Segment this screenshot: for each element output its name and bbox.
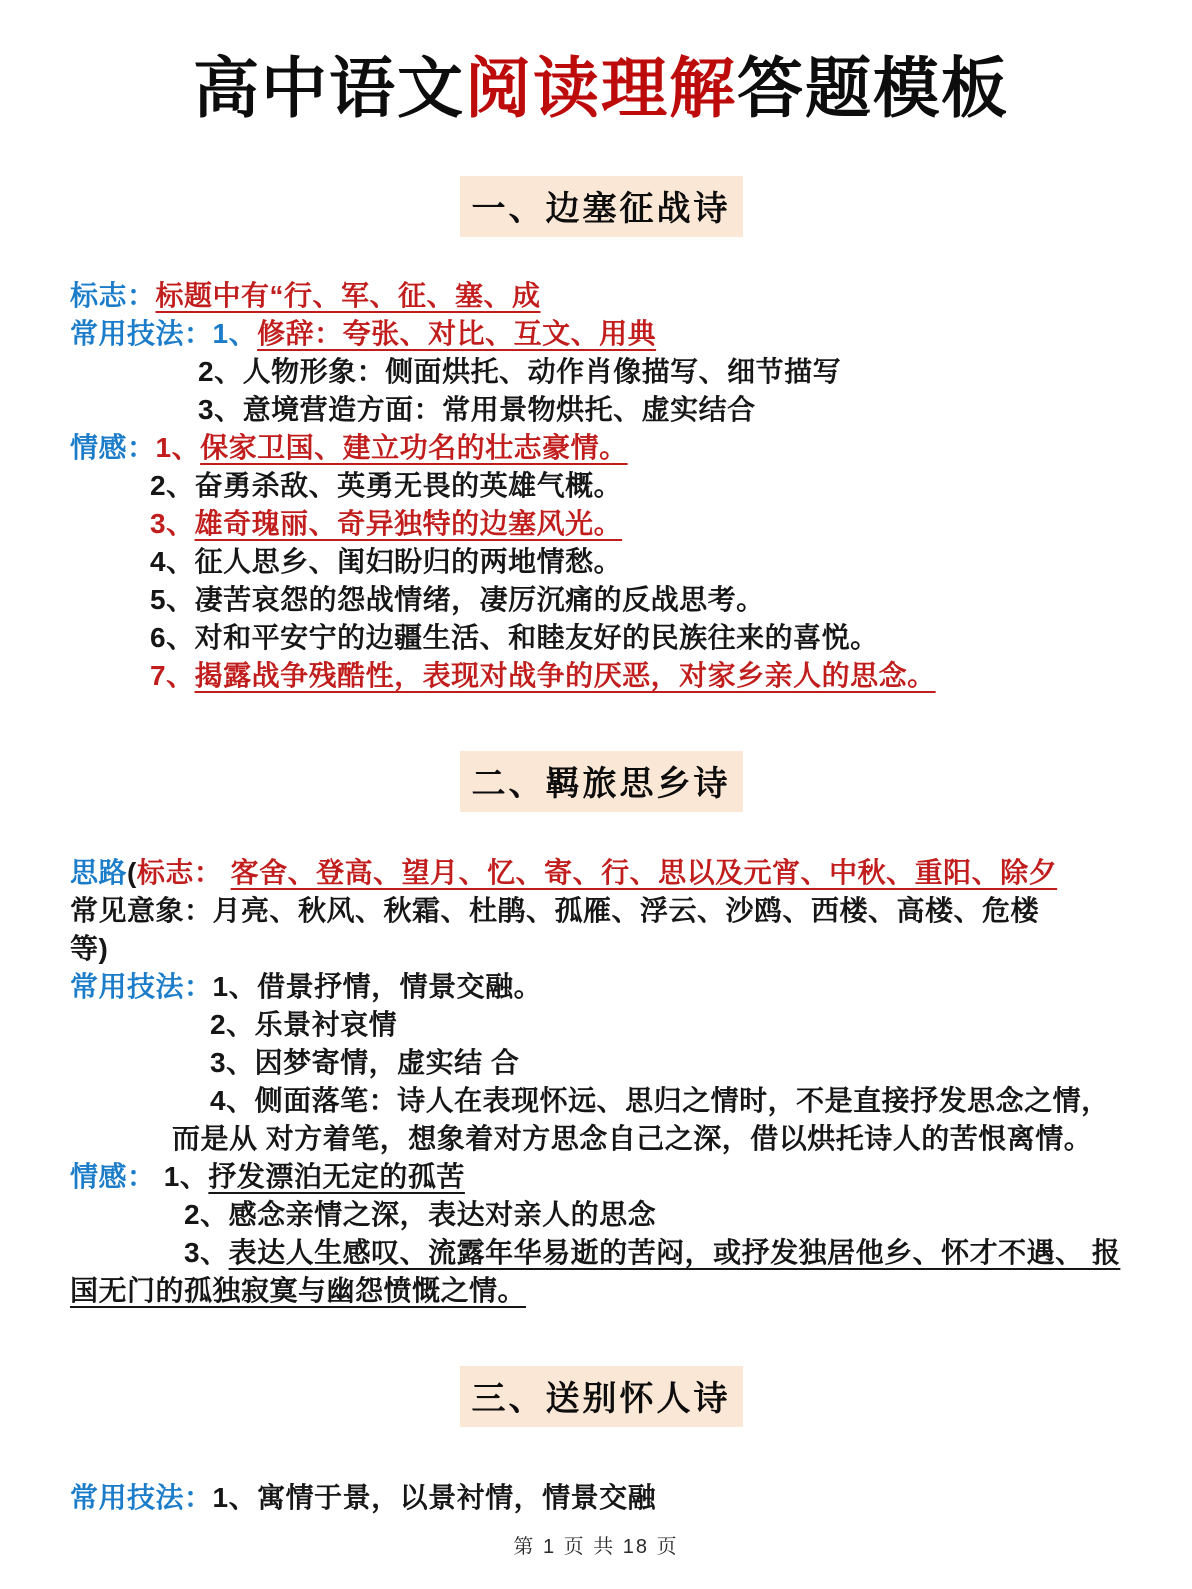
item-number: 7、: [150, 660, 195, 691]
section-heading: 二、羁旅思乡诗: [460, 751, 743, 812]
key-phrase: 标题中有“行、军、征、塞、成: [155, 280, 541, 311]
text-line: [70, 467, 1132, 505]
section-3-heading-row: [70, 1366, 1132, 1427]
field-label: 常用技法：: [70, 971, 213, 1002]
body-text: 2、奋勇杀敌、英勇无畏的英雄气概。: [150, 470, 623, 501]
text-line: [70, 892, 1132, 930]
text-line: [70, 1272, 1132, 1310]
body-text: (: [127, 857, 137, 888]
body-text: 4、征人思乡、闺妇盼归的两地情愁。: [150, 546, 623, 577]
field-label: 情感：: [70, 1161, 156, 1192]
section-1-body: [70, 277, 1132, 695]
key-phrase: 国无门的孤独寂寞与幽怨愤慨之情。: [70, 1275, 527, 1306]
title-highlight: 阅读理解: [465, 51, 737, 125]
body-text: 4、侧面落笔：诗人在表现怀远、思归之情时，不是直接抒发思念之情，: [210, 1085, 1110, 1116]
text-line: [70, 1006, 1132, 1044]
text-line: [70, 543, 1132, 581]
key-phrase: 客舍、登高、望月、忆、寄、行、思以及元宵、中秋、重阳、除夕: [230, 857, 1058, 888]
text-line: [70, 657, 1132, 695]
key-phrase: 保家卫国、建立功名的壮志豪情。: [200, 432, 628, 463]
text-line: [70, 968, 1132, 1006]
field-label: 情感：: [70, 432, 156, 463]
item-number: 3、: [150, 508, 195, 539]
text-line: [70, 581, 1132, 619]
body-text: 1、借景抒情，情景交融。: [212, 971, 543, 1002]
text-line: [70, 1234, 1132, 1272]
item-number: 3、: [184, 1237, 229, 1268]
body-text: 等): [70, 933, 109, 964]
section-2-body: [70, 854, 1132, 1310]
body-text: 而是从 对方着笔，想象着对方思念自己之深，借以烘托诗人的苦恨离情。: [172, 1123, 1093, 1154]
text-line: [70, 429, 1132, 467]
text-line: [70, 1196, 1132, 1234]
text-line: [70, 930, 1132, 968]
body-text: 2、乐景衬哀情: [210, 1009, 398, 1040]
body-text: 5、凄苦哀怨的怨战情绪，凄厉沉痛的反战思考。: [150, 584, 765, 615]
field-label: 常用技法：: [70, 1482, 213, 1513]
text-line: [70, 1158, 1132, 1196]
body-text: 2、感念亲情之深，表达对亲人的思念: [184, 1199, 657, 1230]
text-line: [70, 391, 1132, 429]
title-text-left: 高中语文: [193, 51, 465, 125]
key-phrase: 雄奇瑰丽、奇异独特的边塞风光。: [194, 508, 623, 539]
field-label: 常用技法：: [70, 318, 213, 349]
field-label: 标志：: [136, 857, 231, 888]
item-number: 1、: [155, 432, 201, 463]
text-line: [70, 619, 1132, 657]
section-heading: 一、边塞征战诗: [460, 176, 743, 237]
body-text: 6、对和平安宁的边疆生活、和睦友好的民族往来的喜悦。: [150, 622, 879, 653]
text-line: [70, 1479, 1132, 1517]
section-1-heading-row: [70, 176, 1132, 237]
text-line: [70, 315, 1132, 353]
item-number: 1、: [155, 1161, 209, 1192]
section-heading: 三、送别怀人诗: [460, 1366, 743, 1427]
title-text-right: 答题模板: [737, 51, 1009, 125]
text-line: [70, 1082, 1132, 1120]
body-text: 1、寓情于景，以景衬情，情景交融: [212, 1482, 657, 1513]
text-line: [70, 854, 1132, 892]
key-phrase: 抒发漂泊无定的孤苦: [208, 1161, 465, 1192]
page-title: [70, 42, 1132, 134]
body-text: 2、人物形象：侧面烘托、动作肖像描写、细节描写: [198, 356, 842, 387]
field-label: 标志：: [70, 280, 156, 311]
text-line: [70, 1120, 1132, 1158]
key-phrase: 修辞：夸张、对比、互文、用典: [257, 318, 657, 349]
text-line: [70, 277, 1132, 315]
field-label: 思路: [70, 857, 128, 888]
item-number: 1、: [212, 318, 258, 349]
text-line: [70, 1044, 1132, 1082]
section-2-heading-row: [70, 751, 1132, 812]
body-text: 3、因梦寄情，虚实结 合: [210, 1047, 520, 1078]
text-line: [70, 353, 1132, 391]
key-phrase: 表达人生感叹、流露年华易逝的苦闷，或抒发独居他乡、怀才不遇、 报: [228, 1237, 1121, 1268]
page-footer: 第 1 页 共 18 页: [513, 1536, 679, 1558]
body-text: 常见意象：月亮、秋风、秋霜、杜鹃、孤雁、浮云、沙鸥、西楼、高楼、危楼: [70, 895, 1040, 926]
text-line: [70, 505, 1132, 543]
body-text: 3、意境营造方面：常用景物烘托、虚实结合: [198, 394, 756, 425]
key-phrase: 揭露战争残酷性，表现对战争的厌恶，对家乡亲人的思念。: [194, 660, 936, 691]
